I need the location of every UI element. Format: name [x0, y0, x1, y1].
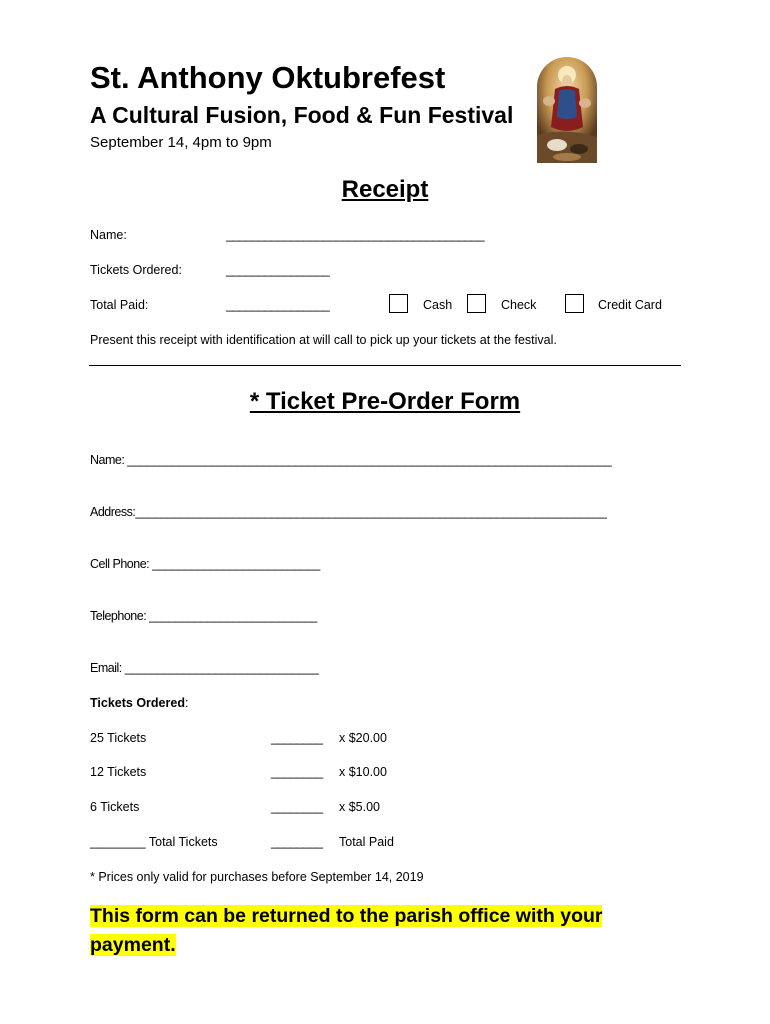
ticket-row-label: 6 Tickets — [90, 800, 140, 814]
receipt-note: Present this receipt with identification at will call to pick up your tickets at the festival. — [90, 333, 557, 347]
check-checkbox[interactable] — [467, 294, 486, 313]
total-paid-field[interactable]: ________ — [271, 835, 323, 849]
ticket-row-quantity-field[interactable]: ________ — [271, 800, 323, 814]
ticket-row-quantity-field[interactable]: ________ — [271, 731, 323, 745]
preorder-address-field[interactable]: Address:_________________________________________________________________________ — [90, 505, 607, 519]
ticket-row-quantity-field[interactable]: ________ — [271, 765, 323, 779]
preorder-name-field[interactable]: Name: ___________________________________________________________________________ — [90, 453, 612, 467]
preorder-telephone-field[interactable]: Telephone: __________________________ — [90, 609, 317, 623]
cash-label: Cash — [423, 298, 453, 312]
event-date: September 14, 4pm to 9pm — [90, 134, 272, 151]
preorder-heading: * Ticket Pre-Order Form — [249, 388, 521, 415]
receipt-paid-field[interactable]: ________________ — [226, 298, 330, 312]
receipt-tickets-label: Tickets Ordered: — [90, 263, 182, 277]
receipt-tickets-field[interactable]: ________________ — [226, 263, 330, 277]
credit-card-checkbox[interactable] — [565, 294, 584, 313]
total-paid-label: Total Paid — [339, 835, 394, 849]
credit-card-label: Credit Card — [598, 298, 662, 312]
section-divider — [89, 365, 681, 366]
preorder-email-field[interactable]: Email: ______________________________ — [90, 661, 319, 675]
receipt-heading: Receipt — [341, 176, 429, 203]
ticket-row-label: 25 Tickets — [90, 731, 147, 745]
total-tickets-field[interactable]: ________ Total Tickets — [90, 835, 218, 849]
tickets-ordered-heading: Tickets Ordered: — [90, 696, 189, 710]
page-subtitle: A Cultural Fusion, Food & Fun Festival — [90, 102, 514, 128]
receipt-paid-label: Total Paid: — [90, 298, 149, 312]
check-label: Check — [501, 298, 537, 312]
ticket-row-price: x $10.00 — [339, 765, 387, 779]
ticket-row-price: x $5.00 — [339, 800, 381, 814]
religious-painting-image — [537, 57, 597, 163]
cash-checkbox[interactable] — [389, 294, 408, 313]
return-instructions: This form can be returned to the parish office with your payment. — [90, 905, 603, 956]
ticket-row-label: 12 Tickets — [90, 765, 147, 779]
receipt-name-field[interactable]: ________________________________________ — [226, 228, 485, 242]
preorder-cell-phone-field[interactable]: Cell Phone: __________________________ — [90, 557, 320, 571]
ticket-row-price: x $20.00 — [339, 731, 387, 745]
receipt-name-label: Name: — [90, 228, 127, 242]
page-title: St. Anthony Oktubrefest — [90, 60, 446, 95]
price-note: * Prices only valid for purchases before September 14, 2019 — [90, 870, 424, 884]
